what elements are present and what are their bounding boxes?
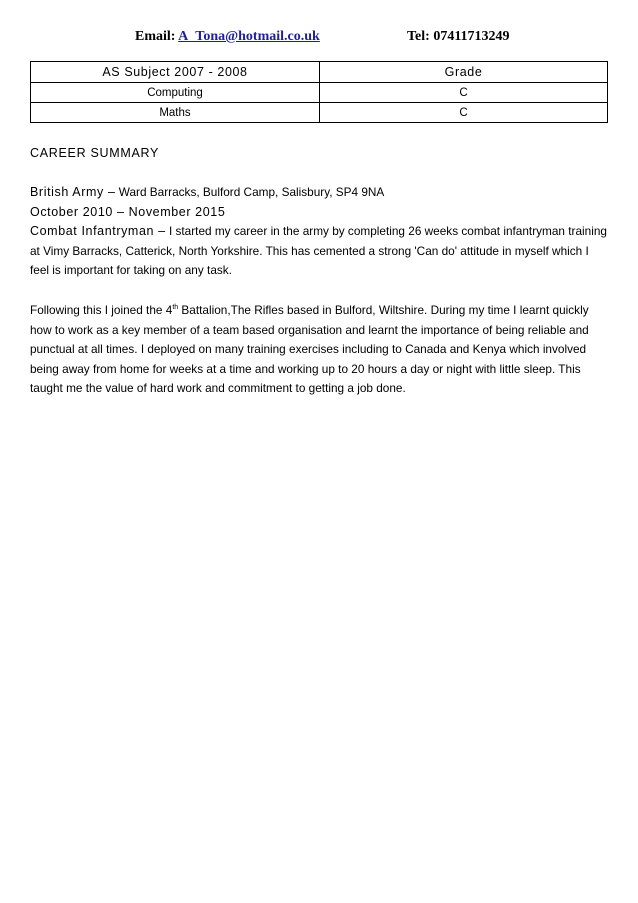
paragraph-rest: Battalion,The Rifles based in Bulford, Wiltshire. During my time I learnt quickly how to work as a key member of a team based organisation and learnt the importance of being reliable and punctual at all times. I deployed on many training exercises including to Canada and Kenya which involved being away from home for weeks at a time and working up to 20 hours a day or night with little sleep. This taught me the value of hard work and commitment to getting a job done.: [30, 303, 589, 396]
ordinal-suffix: th: [172, 304, 179, 312]
employment-dates: [30, 203, 610, 223]
header-subject: AS Subject 2007 - 2008: [31, 62, 320, 83]
phone-number: Tel: 07411713249: [407, 29, 510, 44]
contact-line: [0, 29, 638, 49]
role-description: I started my career in the army by completing 26 weeks combat infantryman training at Vimy Barracks, Catterick, North Yorkshire. This has cemented a strong 'Can do' attitude in myself which I feel is important for taking on any task.: [30, 224, 607, 278]
paragraph-start: Following this I joined the 4: [30, 303, 173, 317]
employer-line: [30, 183, 610, 203]
battalion-paragraph: [30, 301, 610, 399]
grade-cell: C: [320, 83, 608, 103]
header-grade: Grade: [320, 62, 608, 83]
subject-cell: Computing: [31, 83, 320, 103]
employer-location: Ward Barracks, Bulford Camp, Salisbury, SP4 9NA: [115, 185, 385, 199]
role-title: Combat Infantryman –: [30, 224, 166, 238]
table-header-row: [31, 62, 608, 83]
table-row: [31, 103, 608, 123]
table-row: [31, 83, 608, 103]
email-label: Email:: [135, 29, 179, 44]
career-summary-heading: CAREER SUMMARY: [30, 146, 160, 160]
grade-cell: C: [320, 103, 608, 123]
employer-name: British Army –: [30, 185, 116, 199]
grades-table: [30, 61, 608, 123]
subject-cell: Maths: [31, 103, 320, 123]
email-link[interactable]: A_Tona@hotmail.co.uk: [178, 29, 320, 44]
dates-text: October 2010 – November 2015: [30, 205, 226, 219]
role-paragraph: [30, 222, 610, 281]
email-block: [135, 29, 320, 45]
